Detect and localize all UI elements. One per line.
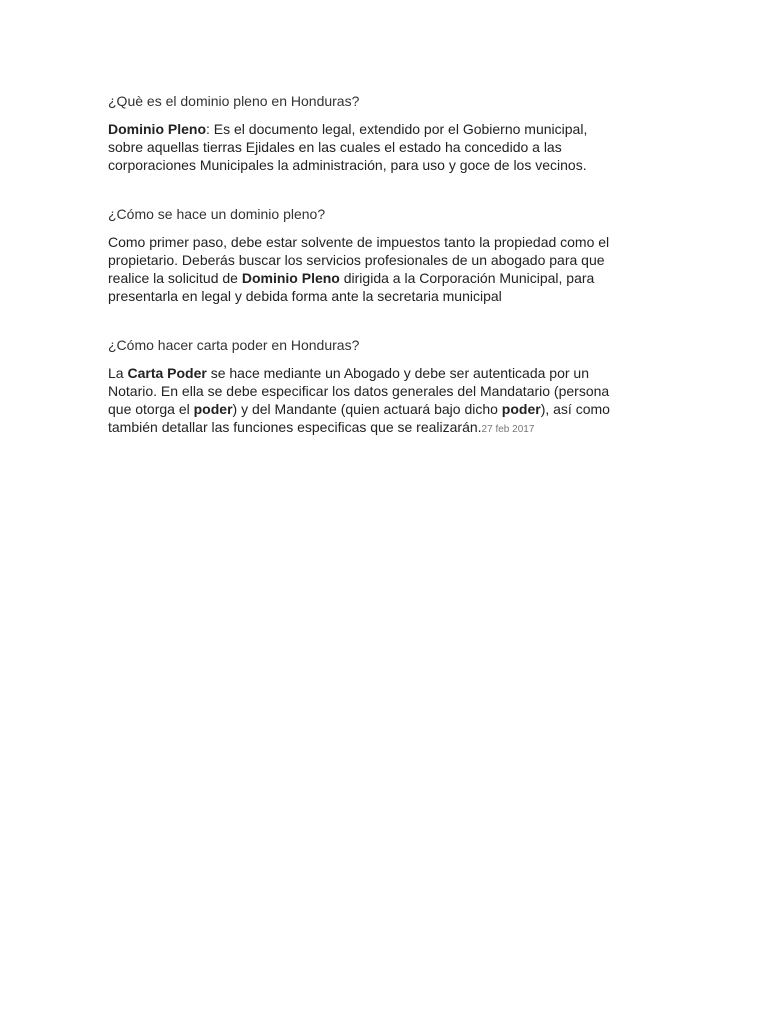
question-heading: ¿Cómo se hace un dominio pleno? (108, 206, 326, 222)
bold-term: poder (501, 401, 541, 417)
answer-paragraph (108, 364, 668, 439)
answer-text: : Es el documento legal, extendido por el Gobierno municipal, sobre aquellas tierras Ejidales en las cuales el estado ha concedido a las corporaciones Municipales la administración, para uso y goce de los vecinos. (108, 121, 588, 173)
section-como-se-hace (108, 205, 668, 305)
answer-text: Como primer paso, debe estar solvente de impuestos tanto la propiedad como el propietario. Deberás buscar los servicios profesionales de un abogado para que realice la solicitud de (108, 234, 610, 286)
bold-term: Dominio Pleno (241, 270, 340, 286)
answer-text: se hace mediante un Abogado y debe ser autenticada por un Notario. En ella se debe especificar los datos generales del Mandatario (persona que otorga el (108, 365, 610, 417)
section-carta-poder (108, 336, 668, 439)
question-heading: ¿Què es el dominio pleno en Honduras? (108, 93, 360, 109)
bold-term: Dominio Pleno (108, 121, 206, 137)
date-label: 27 feb 2017 (481, 424, 535, 435)
question-heading: ¿Cómo hacer carta poder en Honduras? (108, 337, 360, 353)
section-dominio-pleno (108, 92, 668, 174)
answer-text: La (108, 365, 128, 381)
bold-term: Carta Poder (127, 365, 207, 381)
bold-term: poder (193, 401, 233, 417)
answer-text: ) y del Mandante (quien actuará bajo dicho (232, 401, 502, 417)
answer-text: dirigida a la Corporación Municipal, para presentarla en legal y debida forma ante la secretaria municipal (108, 270, 595, 304)
answer-text: ), así como también detallar las funciones especificas que se realizarán. (108, 401, 610, 435)
answer-paragraph (108, 120, 668, 174)
answer-paragraph (108, 233, 668, 305)
